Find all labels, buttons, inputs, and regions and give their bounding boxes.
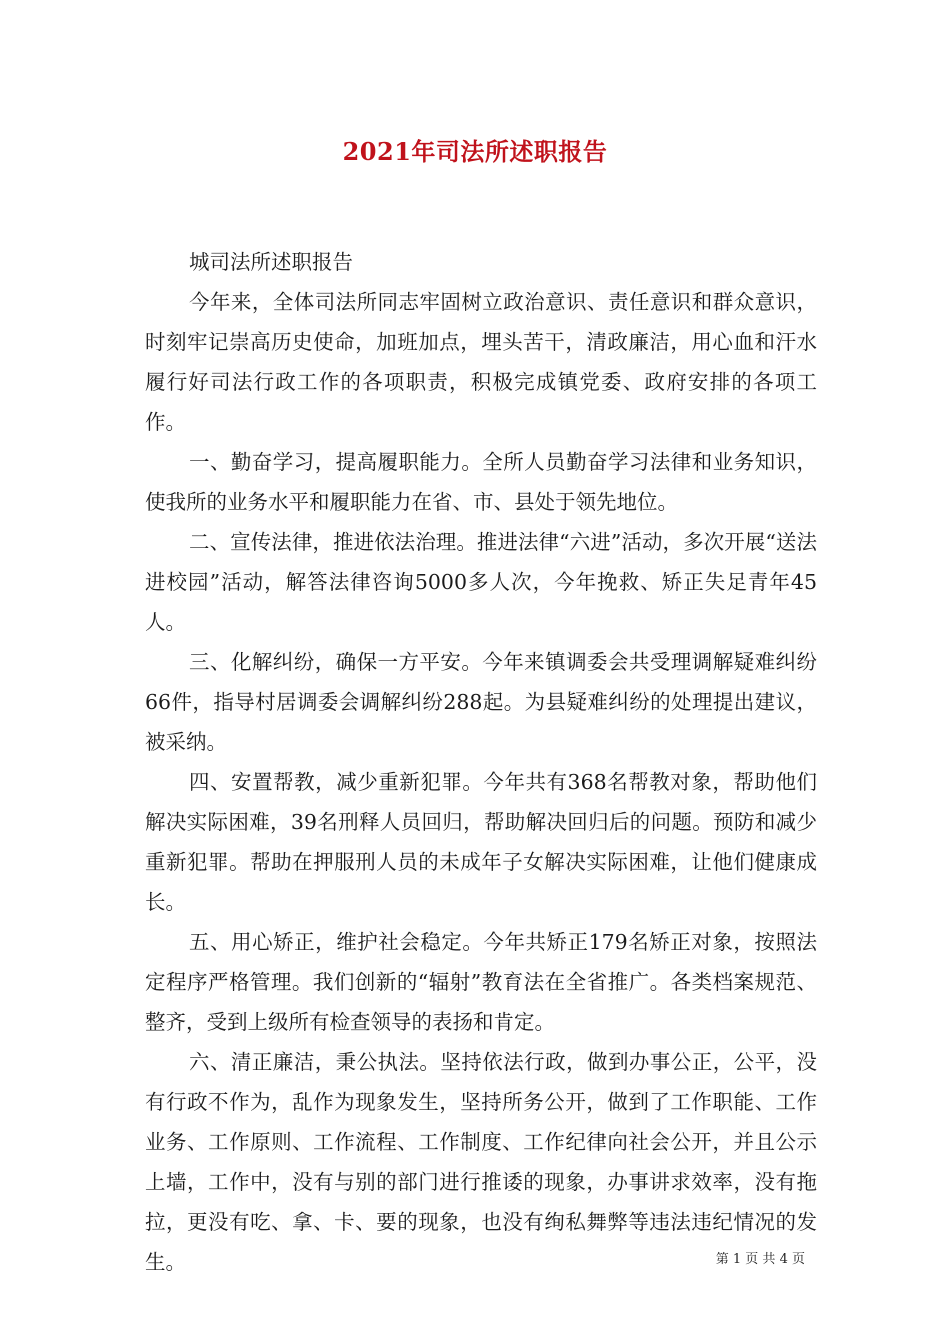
page-number	[716, 1248, 805, 1267]
paragraph-integrity: 六、清正廉洁，秉公执法。坚持依法行政，做到办事公正，公平，没有行政不作为，乱作为现象发生，坚持所务公开，做到了工作职能、工作业务、工作原则、工作流程、工作制度、工作纪律向社会公开，并且公示上墙，工作中，没有与别的部门进行推诿的现象，办事讲求效率，没有拖拉，更没有吃、拿、卡、要的现象，也没有绚私舞弊等违法违纪情况的发生。	[145, 1050, 817, 1274]
paragraph-correction: 五、用心矫正，维护社会稳定。今年共矫正179名矫正对象，按照法定程序严格管理。我们创新的“辐射”教育法在全省推广。各类档案规范、整齐，受到上级所有检查领导的表扬和肯定。	[145, 930, 817, 1034]
total-pages: 4	[779, 1252, 788, 1267]
current-page: 1	[732, 1252, 742, 1267]
paragraph-legal-publicity: 二、宣传法律，推进依法治理。推进法律“六进”活动，多次开展“送法进校园”活动，解答法律咨询5000多人次，今年挽救、矫正失足青年45人。	[145, 530, 817, 634]
paragraph-dispute-resolution: 三、化解纠纷，确保一方平安。今年来镇调委会共受理调解疑难纠纷66件，指导村居调委会调解纠纷288起。为县疑难纠纷的处理提出建议，被采纳。	[145, 650, 817, 754]
paragraph-heading: 城司法所述职报告	[189, 250, 353, 274]
document-body	[145, 242, 817, 1282]
paragraph-intro: 今年来，全体司法所同志牢固树立政治意识、责任意识和群众意识，时刻牢记崇高历史使命，加班加点，埋头苦干，清政廉洁，用心血和汗水履行好司法行政工作的各项职责，积极完成镇党委、政府安排的各项工作。	[145, 290, 817, 434]
page-suffix: 页	[791, 1252, 805, 1267]
paragraph-resettlement: 四、安置帮教，减少重新犯罪。今年共有368名帮教对象，帮助他们解决实际困难，39名刑释人员回归，帮助解决回归后的问题。预防和减少重新犯罪。帮助在押服刑人员的未成年子女解决实际困难，让他们健康成长。	[145, 770, 817, 914]
paragraph-study: 一、勤奋学习，提高履职能力。全所人员勤奋学习法律和业务知识，使我所的业务水平和履职能力在省、市、县处于领先地位。	[145, 450, 817, 514]
page-middle: 页 共	[745, 1252, 776, 1267]
document-title: 2021年司法所述职报告	[342, 137, 608, 166]
page-prefix: 第	[715, 1252, 729, 1267]
